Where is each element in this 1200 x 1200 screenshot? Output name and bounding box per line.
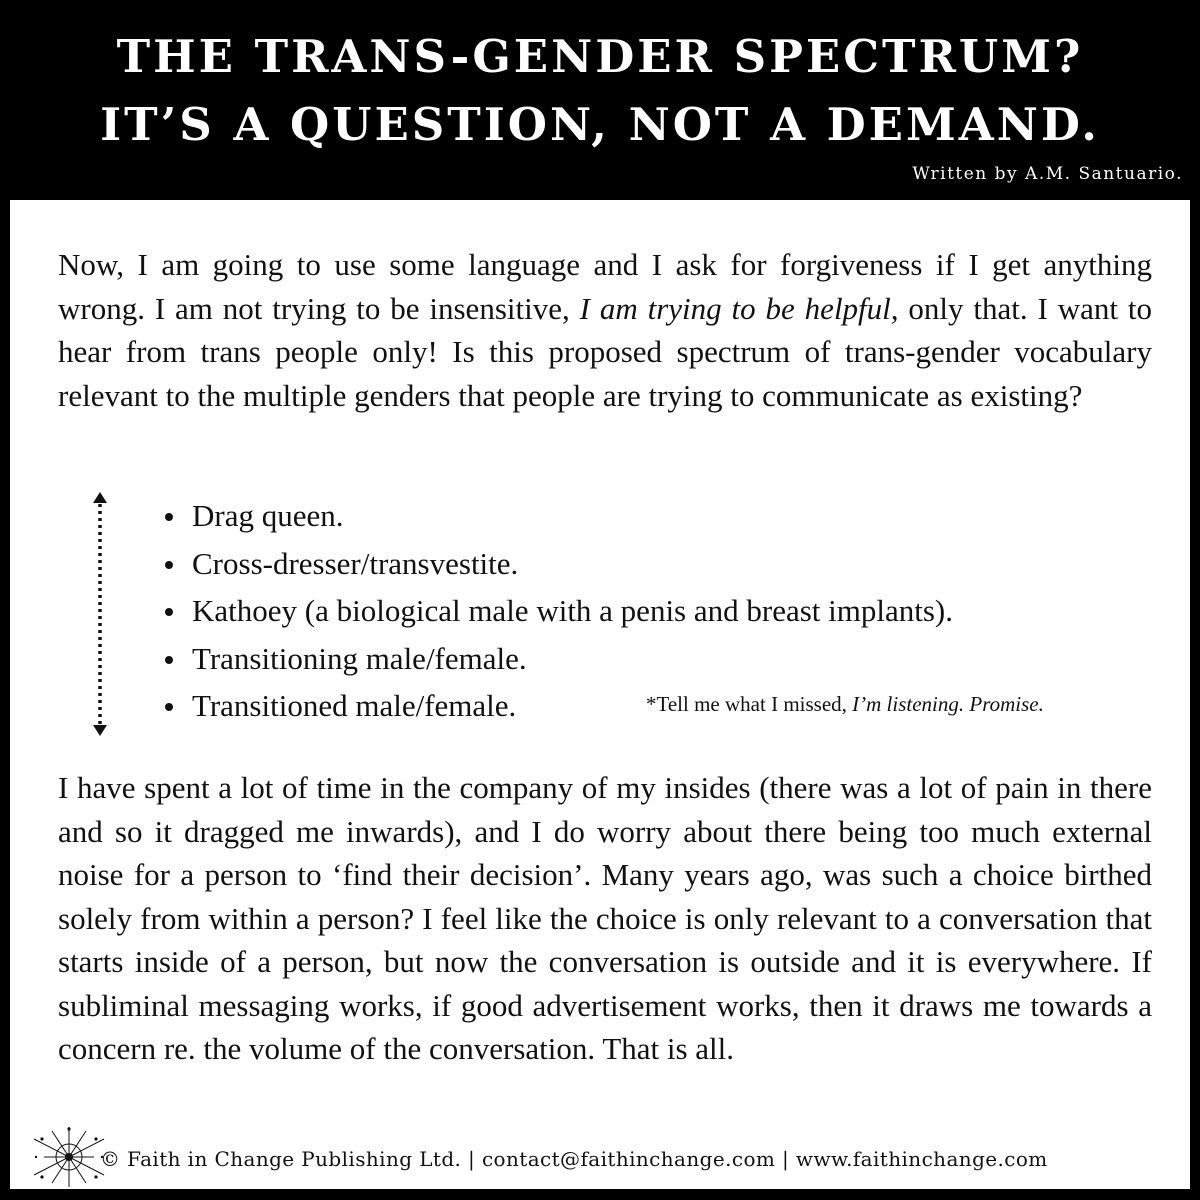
starburst-logo-icon [30, 1125, 108, 1189]
note-text: *Tell me what I missed, [646, 692, 853, 716]
note-emphasis: I’m listening. Promise. [852, 692, 1044, 716]
intro-emphasis: I am trying to be helpful, [579, 290, 899, 326]
intro-paragraph [58, 243, 1152, 417]
double-headed-dotted-arrow-icon [88, 490, 112, 738]
list-item: Cross-dresser/transvestite. [160, 540, 953, 588]
list-item: Transitioned male/female. [160, 682, 953, 730]
header-banner [0, 0, 1200, 200]
page-title-line1: THE TRANS-GENDER SPECTRUM? [116, 30, 1084, 83]
intro-text-start: Now, I am going to use some language and I ask for forgiveness if I get anything wrong. I am not trying to be insensitive, [58, 247, 1152, 326]
content-card [10, 200, 1190, 1189]
page-title-line2: IT’S A QUESTION, NOT A DEMAND. [100, 98, 1100, 151]
list-item: Drag queen. [160, 492, 953, 540]
listening-note [646, 692, 1044, 717]
intro-text-end: only that. I want to hear from trans people only! Is this proposed spectrum of trans-gender vocabulary relevant to the multiple genders that people are trying to communicate as existing? [58, 290, 1152, 413]
list-item: Transitioning male/female. [160, 635, 953, 683]
footer-credits: © Faith in Change Publishing Ltd. | contact@faithinchange.com | www.faithinchange.com [100, 1147, 1048, 1171]
author-byline: Written by A.M. Santuario. [912, 164, 1183, 184]
body-paragraph: I have spent a lot of time in the company of my insides (there was a lot of pain in there and so it dragged me inwards), and I do worry about there being too much external noise for a person to ‘find their decision’. Many years ago, was such a choice birthed solely from within a person? I feel like the choice is only relevant to a conversation that starts inside of a person, but now the conversation is outside and it is everywhere. If subliminal messaging works, if good advertisement works, then it draws me towards a concern re. the volume of the conversation. That is all. [58, 770, 1152, 1066]
list-item: Kathoey (a biological male with a penis and breast implants). [160, 587, 953, 635]
